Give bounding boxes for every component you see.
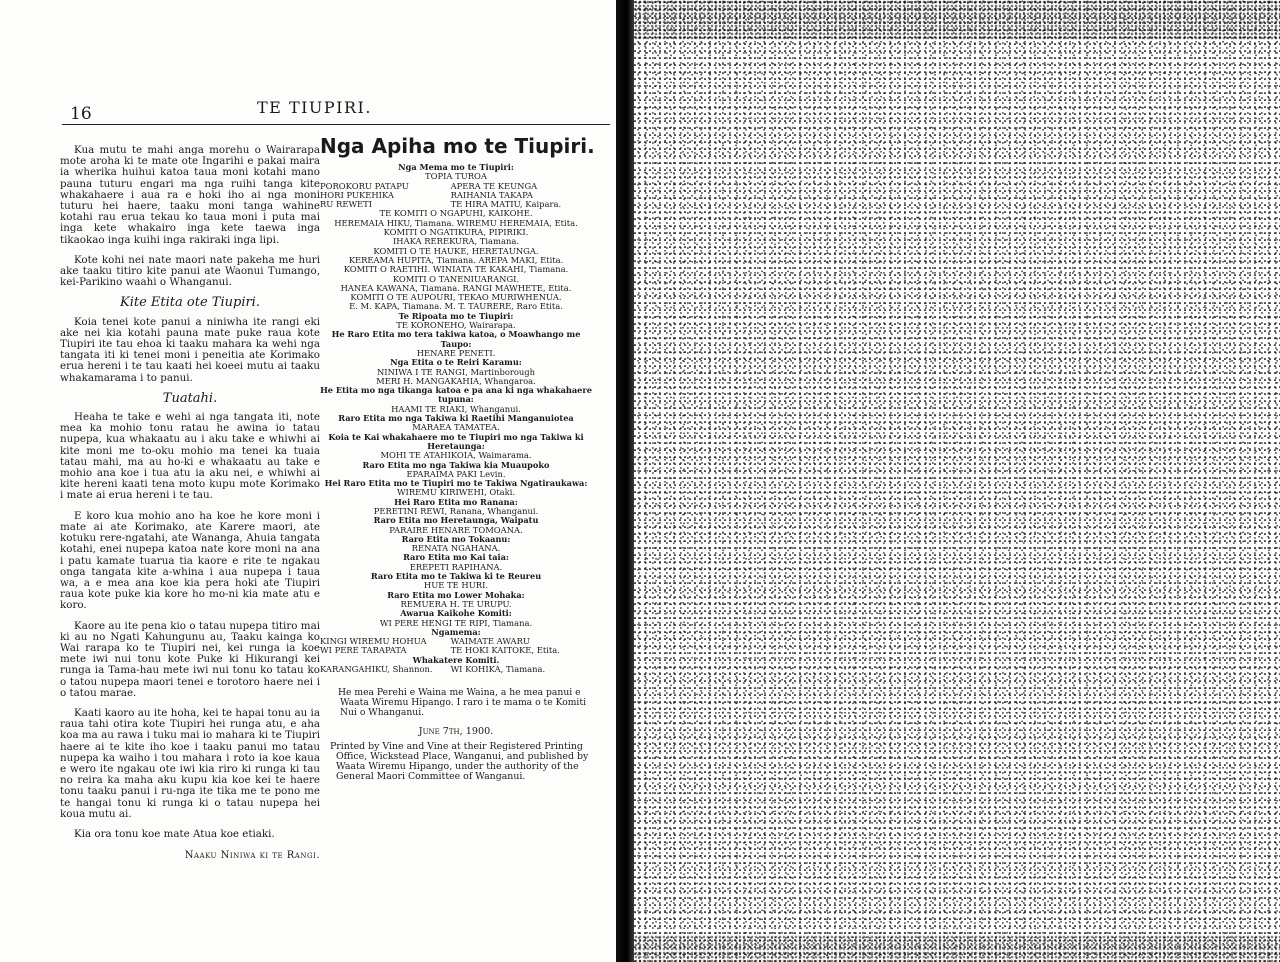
- officer-heading: Raro Etita mo te Takiwa ki te Reureu: [370, 571, 542, 582]
- officer-name: WI PERE TARAPATA: [320, 645, 407, 656]
- officer-line: PERETINI REWI, Ranana, Whanganui.: [373, 505, 539, 516]
- officer-line: EPARAIMA PAKI Levin.: [406, 468, 506, 479]
- officer-line: HEREMAIA HIKU, Tiamana. WIREMU HEREMAIA, Etita.: [334, 217, 578, 228]
- officer-heading: Ngamema:: [431, 626, 481, 637]
- officer-name: APERA TE KEUNGA: [450, 180, 538, 191]
- publisher-note: He mea Perehi e Waina me Waina, a he mea panui e Waata Wiremu Hipango. I raro i te mama o te Komiti Nui o Whanganui.: [338, 687, 587, 719]
- officer-line: KOMITI O TE AUPOURI, TEKAO MURIWHENUA.: [350, 292, 562, 303]
- officer-name: TE HIRA MATIU, Kaipara.: [450, 199, 562, 210]
- officer-line: MOHI TE ATAHIKOIA, Waimarama.: [380, 450, 532, 461]
- officer-line: KOMITI O NGATIKURA, PIPIRIKI.: [383, 227, 529, 238]
- blank-scan-noise: [634, 0, 1280, 962]
- officer-line: HUE TE HURI.: [423, 580, 489, 591]
- paragraph: Kua mutu te mahi anga morehu o Wairarapa mote aroha ki te mate ote Ingarihi e pakai maira ia wherika huihui katoa taua moni kotahi mano pauna tuturu engari ma nga ruihi tanga kite whakahaere i aua ra e hoki iho ai nga moni tuturu hei haere, taaku moni tanga wahine kotahi rau erua tekau ko taua moni i puta mai inga kete whakairo inga kete taewa inga tikaokao inga kuihi inga rakiraki inga lipi.: [60, 144, 320, 246]
- paragraph: Heaha te take e wehi ai nga tangata iti, note mea ka mohio tonu ratau he awina io tatau nupepa, kua whakaatu au i aku take e whiwhi ai kite moni me to-oku mohio ma tenei ka tuaia tatau mahi, ma au ho-ki e whakaatu au take e mohio ana koe i tua atu ia aku nei, e whiwhi ai kite hereni kaati tena moto kupu mote Korimako i mate ai erua hereni i te tau.: [60, 411, 320, 502]
- officer-heading: He Etita mo nga tikanga katoa e pa ana ki nga whakahaere tupuna:: [320, 385, 592, 405]
- officer-pair: [320, 665, 592, 674]
- officer-line: TE KOMITI O NGAPUHI, KAIKOHE.: [379, 208, 533, 219]
- officer-name: KINGI WIREMU HOHUA: [320, 636, 427, 647]
- issue-date: June 7th, 1900.: [418, 726, 494, 738]
- officer-line: PARAIRE HENARE TOMOANA.: [389, 524, 523, 535]
- officer-name: KARANGAHIKU, Shannon.: [320, 664, 433, 675]
- officer-heading: Raro Etita mo nga Takiwa kia Muaupoko: [362, 459, 550, 470]
- officer-heading: He Raro Etita mo tera takiwa katoa, o Moawhango me Taupo:: [331, 329, 581, 349]
- page-header: [62, 98, 610, 125]
- section-heading: Kite Etita ote Tiupiri.: [120, 295, 260, 311]
- officer-line: EREPETI RAPIHANA.: [409, 561, 503, 572]
- officer-line: NINIWA I TE RANGI, Martinborough: [376, 366, 536, 377]
- right-column: [320, 134, 595, 782]
- officer-line: MERI H. MANGAKAHIA, Whangaroa.: [376, 375, 536, 386]
- officer-heading: Raro Etita mo Tokaanu:: [401, 533, 511, 544]
- officer-name: RAIHANIA TAKAPA: [450, 189, 533, 200]
- officer-heading: Nga Mema mo te Tiupiri:: [398, 162, 514, 172]
- officer-line: KEREAMA HUPITA, Tiamana. AREPA MAKI, Etita.: [348, 254, 564, 265]
- officer-name: RU REWETI: [320, 199, 373, 210]
- officer-heading: Te Ripoata mo te Tiupiri:: [398, 310, 514, 321]
- officer-heading: Hei Raro Etita mo te Tiupiri mo te Takiwa Ngatiraukawa:: [324, 478, 588, 489]
- section-heading: Tuatahi.: [162, 390, 218, 406]
- officer-line: IHAKA REREKURA, Tiamana.: [392, 236, 520, 247]
- officer-line: TE KORONEHO, Wairarapa.: [396, 320, 516, 331]
- officer-heading: Koia te Kai whakahaere mo te Tiupiri mo nga Takiwa ki Heretaunga:: [328, 431, 584, 451]
- officer-line: KOMITI O RAETIHI. WINIATA TE KAKAHI, Tiamana.: [343, 264, 569, 275]
- officer-heading: Raro Etita mo Kai taia:: [403, 552, 509, 563]
- signature: Naaku Niniwa ki te Rangi.: [184, 850, 320, 862]
- officer-name: TE HOKI KAITOKE, Etita.: [450, 645, 560, 656]
- officer-name: WI KOHIKA, Tiamana.: [450, 664, 546, 675]
- paragraph: Kia ora tonu koe mate Atua koe etiaki.: [74, 827, 275, 840]
- officer-heading: Awarua Kaikohe Komiti:: [400, 608, 512, 619]
- officer-heading: Raro Etita mo Heretaunga, Waipatu: [373, 515, 539, 526]
- paragraph: E koro kua mohio ano ha koe he kore moni i mate ai ate Korimako, ate Karere maori, ate kotuku rere-ngatahi, ate Wananga, Ahuia tangata kotahi, enei nupepa katoa nate kore moni na ana i patu kamate tuarua tia kaore e rite te ngakau onga tangata kite a-whina i aua nupepa i taua wa, a e mea ana koe kia pera hoki ate Tiupiri raua kote puke kia kore ho mo-ni kia mate atu e koro.: [60, 509, 320, 612]
- scan-edge-top: [634, 0, 1280, 40]
- officer-heading: Hei Raro Etita mo Ranana:: [394, 496, 518, 507]
- scan-edge-bottom: [634, 935, 1280, 962]
- imprint: Printed by Vine and Vine at their Registered Printing Office, Wickstead Place, Wanganui, and published by Waata Wiremu Hipango, under the authority of the General Maori Committee of Wanganui.: [330, 740, 589, 782]
- officer-name: POROKORU PATAPU: [320, 180, 409, 191]
- officers-title: Nga Apiha mo te Tiupiri.: [320, 134, 595, 158]
- officer-line: WI PERE HENGI TE RIPI, Tiamana.: [379, 617, 533, 628]
- paragraph: Kaore au ite pena kio o tatau nupepa titiro mai ki au no Ngati Kahungunu au, Taaku kainga ko Wai rarapa ko te Tiupiri nei, kei runga ia koe mete iwi nui tonu kote Puke ki Hikurangi kei runga ia Tama-hau mete iwi nui tonu ko tatau ko o tatou nupepa maori tenei e torotoro haere nei i o tatou marae.: [60, 619, 320, 699]
- officer-line: REMUERA H. TE URUPU.: [400, 598, 512, 609]
- page-number: 16: [70, 104, 92, 124]
- officer-heading: Nga Etita o te Reiri Karamu:: [390, 357, 522, 368]
- officer-name: WAIMATE AWARU: [450, 636, 530, 647]
- paragraph: Koia tenei kote panui a niniwha ite rangi eki ake nei kia kotahi pauna mate puke raua kote Tiupiri ite tau ehoa ki taaku mahara ka wehi nga tangata iti ki tenei moni i peneitia ate Korimako erua hereni i te tau kaati hei koeei mutu ai taaku whakamarama i to panui.: [60, 315, 320, 384]
- paragraph: Kaati kaoro au ite hoha, kei te hapai tonu au ia raua tahi otira kote Tiupiri hei runga atu, e aha koa ma au rawa i tuku mai io mahara ki te Tiupiri haere ai te kite iho koe i taaku panui mo tatau nupepa ka waiho i tou mahara i roto ia koe kaua e wero ite ngakau ote iwi kia riro ki runga ki tau no reira ka maha aku kupu kia koe kei te haere tonu taaku panui i ru-nga ite tika me te pono me te hangai tonu ki runga ki o tatau nupepa hei koua mutu ai.: [60, 706, 320, 820]
- paragraph: Kote kohi nei nate maori nate pakeha me huri ake taaku titiro kite panui ate Waonui Tumango, kei-Parikino waahi o Whanganui.: [60, 253, 320, 289]
- officer-line: MARAEA TAMATEA.: [412, 422, 500, 433]
- officer-line: HENARE PENETI.: [416, 347, 496, 358]
- newspaper-title: TE TIUPIRI.: [257, 98, 372, 117]
- officer-line: RENATA NGAHANA.: [411, 543, 501, 554]
- book-gutter: [616, 0, 634, 962]
- officer-line: TOPIA TUROA: [425, 171, 487, 182]
- officer-line: KOMITI O TE HAUKE, HERETAUNGA.: [373, 245, 539, 256]
- newspaper-page: [0, 0, 618, 962]
- officer-line: HANEA KAWANA, Tiamana. RANGI MAWHETE, Etita.: [340, 282, 572, 293]
- officer-heading: Raro Etita mo nga Takiwa ki Raetihi Manganuiotea: [338, 413, 574, 424]
- officer-line: WIREMU KIRIWEHI, Otaki.: [396, 487, 516, 498]
- officer-line: HAAMI TE RIAKI, Whanganui.: [391, 403, 521, 414]
- officer-heading: Whakatere Komiti.: [412, 654, 500, 665]
- officer-line: KOMITI O TANENIUARANGI.: [392, 273, 520, 284]
- left-column: [60, 145, 320, 861]
- officers-list: [320, 163, 592, 674]
- officer-line: E. M. KAPA, Tiamana. M. T. TAURERE, Raro Etita.: [349, 301, 563, 312]
- officer-heading: Raro Etita mo Lower Mohaka:: [387, 589, 525, 600]
- officer-name: HORI PUKEHIKA: [320, 189, 394, 200]
